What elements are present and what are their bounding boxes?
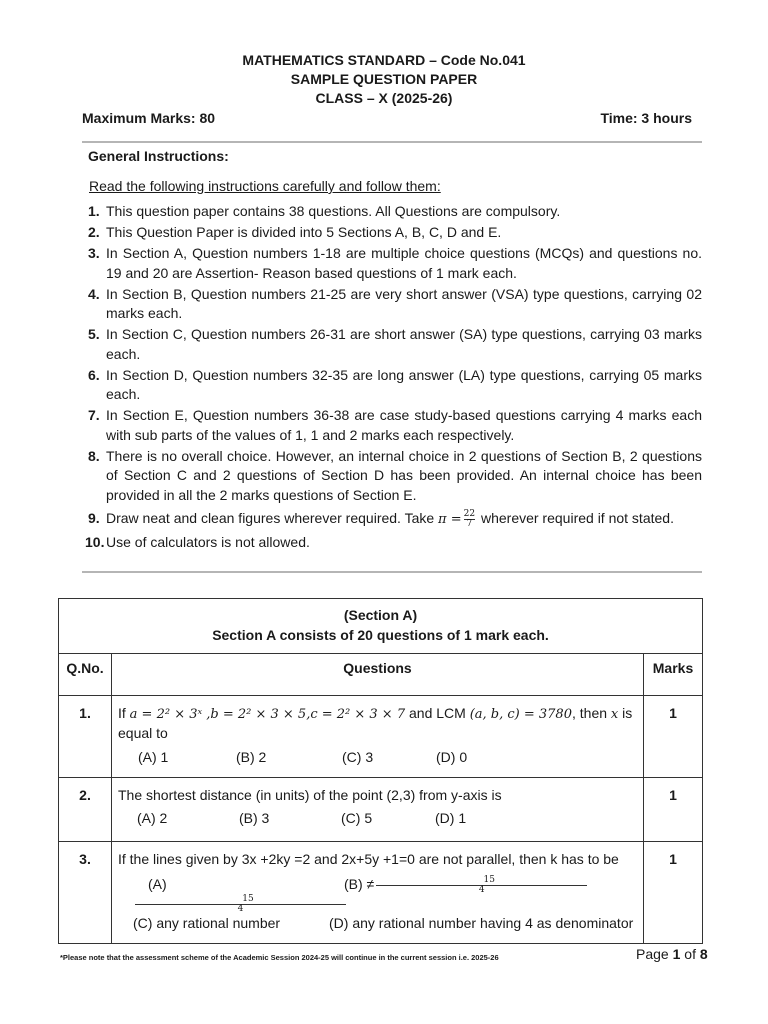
options-row [118,914,637,933]
fraction-15-over-4 [135,895,346,914]
option-b: (B) 3 [239,810,270,826]
instruction-number: 9. [88,510,100,526]
paper-subtitle: SAMPLE QUESTION PAPER [290,71,478,87]
table-row [59,778,703,842]
math-expression: a = 2² × 3ˣ ,b = 2² × 3 × 5,c = 2² × 3 × 7 [129,707,406,722]
fraction-denominator: 7 [464,519,475,529]
time-allowed: Time: 3 hours [600,110,692,126]
instruction-item [88,509,702,530]
instruction-item [88,285,702,324]
section-header-row [59,599,703,654]
question-text-part: is equal to [118,705,633,741]
page-total: 8 [699,946,708,962]
page-number [636,946,708,962]
instruction-text: Use of calculators is not allowed. [106,533,310,550]
instruction-number: 4. [88,285,100,302]
option-d: (D) 0 [436,749,468,765]
instruction-item [88,244,702,283]
math-expression: (a, b, c) = 3780 [469,707,572,722]
instruction-number: 3. [88,245,100,261]
question-text-part: , then [571,705,611,721]
instruction-text: In Section A, Question numbers 1-18 are multiple choice questions (MCQs) and questions no. 19 and 20 are Assertion- Reason based questions of 1 mark each. [106,245,702,281]
subject-code: – Code No.041 [425,52,526,68]
option-a: (A) 2 [137,810,168,826]
question-number: 3. [59,842,112,944]
question-number: 2. [59,778,112,842]
fraction-numerator: 22 [463,508,476,519]
page-current: 1 [672,946,681,962]
option-b [329,875,589,914]
option-d: (D) any rational number having 4 as denominator [329,914,634,931]
option-c: (C) 3 [342,749,374,765]
divider-top [82,141,702,143]
col-questions-header: Questions [112,654,644,696]
instruction-text: In Section B, Question numbers 21-25 are very short answer (VSA) type questions, carrying 02 marks each. [106,285,702,321]
instruction-item [88,406,702,445]
instruction-item [88,366,702,405]
question-text-part: and LCM [405,705,470,721]
instruction-item [88,447,702,506]
math-expression: x [610,707,619,722]
question-number: 1. [59,696,112,778]
instruction-number: 10. [85,533,105,550]
col-marks-header: Marks [644,654,703,696]
page-label: Page [636,946,673,962]
instruction-text: In Section D, Question numbers 32-35 are long answer (LA) type questions, carrying 05 marks each. [106,366,702,402]
instruction-text: This question paper contains 38 questions. All Questions are compulsory. [106,203,561,219]
table-row [59,696,703,778]
question-marks: 1 [644,696,703,778]
question-text [112,696,644,778]
option-b: (B) 2 [236,749,267,765]
instruction-item [88,325,702,364]
question-stem [118,704,637,743]
fraction-denominator: 4 [135,904,346,914]
instruction-item [88,202,702,222]
instructions-title: General Instructions: [88,148,229,164]
question-text [112,842,644,944]
table-row [59,842,703,944]
instruction-number: 6. [88,366,100,383]
section-subtitle: Section A consists of 20 questions of 1 mark each. [212,627,549,643]
subject-name: MATHEMATICS STANDARD [242,52,426,68]
options-row [118,748,637,767]
section-a-table [58,598,703,944]
class-line: CLASS – X (2025-26) [315,90,453,106]
col-qno-header: Q.No. [59,654,112,696]
instruction-number: 1. [88,203,100,219]
divider-bottom [82,571,702,573]
option-c: (C) any rational number [133,914,281,931]
section-header [59,599,703,654]
option-a [133,875,329,914]
section-title: (Section A) [343,607,418,623]
max-marks: Maximum Marks: 80 [82,110,216,126]
fraction-numerator: 15 [483,874,495,885]
question-marks: 1 [644,778,703,842]
question-marks: 1 [644,842,703,944]
instructions-read-line: Read the following instructions carefully and follow them: [89,178,441,194]
question-stem: The shortest distance (in units) of the point (2,3) from y-axis is [118,787,502,803]
instruction-text: wherever required if not stated. [477,510,674,526]
option-c: (C) 5 [341,810,373,826]
fraction-numerator: 15 [242,893,254,904]
footnote: *Please note that the assessment scheme of the Academic Session 2024-25 will continue in the current session i.e. 2025-26 [60,953,499,962]
question-text-part: If [118,705,130,721]
instruction-text: In Section E, Question numbers 36-38 are case study-based questions carrying 4 marks each with sub parts of the values of 1, 1 and 2 marks each respectively. [106,407,702,443]
options-row [118,809,637,828]
instruction-text: In Section C, Question numbers 26-31 are short answer (SA) type questions, carrying 03 marks each. [106,326,702,362]
option-d: (D) 1 [435,810,467,826]
instruction-number: 8. [88,447,100,464]
question-stem: If the lines given by 3x +2ky =2 and 2x+5y +1=0 are not parallel, then k has to be [118,851,619,867]
page-of: of [680,946,700,962]
instruction-text: There is no overall choice. However, an internal choice in 2 questions of Section B, 2 questions of Section C and 2 questions of Section D has been provided. An internal choice has been provided in all the 2 marks questions of Section E. [106,447,702,503]
paper-title [0,52,768,68]
marks-time-row [82,110,692,126]
option-label: (A) [148,876,167,892]
instruction-number: 7. [88,407,100,423]
options-row [118,875,637,914]
fraction-15-over-4 [376,876,587,895]
option-a: (A) 1 [138,749,169,765]
instruction-item [85,533,702,553]
fraction-denominator: 4 [376,885,587,895]
instruction-text: This Question Paper is divided into 5 Sections A, B, C, D and E. [106,224,502,240]
instruction-number: 2. [88,224,100,240]
fraction-22-over-7 [464,510,475,529]
instructions-list [85,202,702,554]
instruction-text: Draw neat and clean figures wherever required. Take [106,510,439,526]
pi-symbol: π = [438,512,462,527]
instruction-item [88,223,702,243]
question-text [112,778,644,842]
option-label: (B) ≠ [344,876,375,892]
instruction-number: 5. [88,326,100,342]
column-header-row [59,654,703,696]
